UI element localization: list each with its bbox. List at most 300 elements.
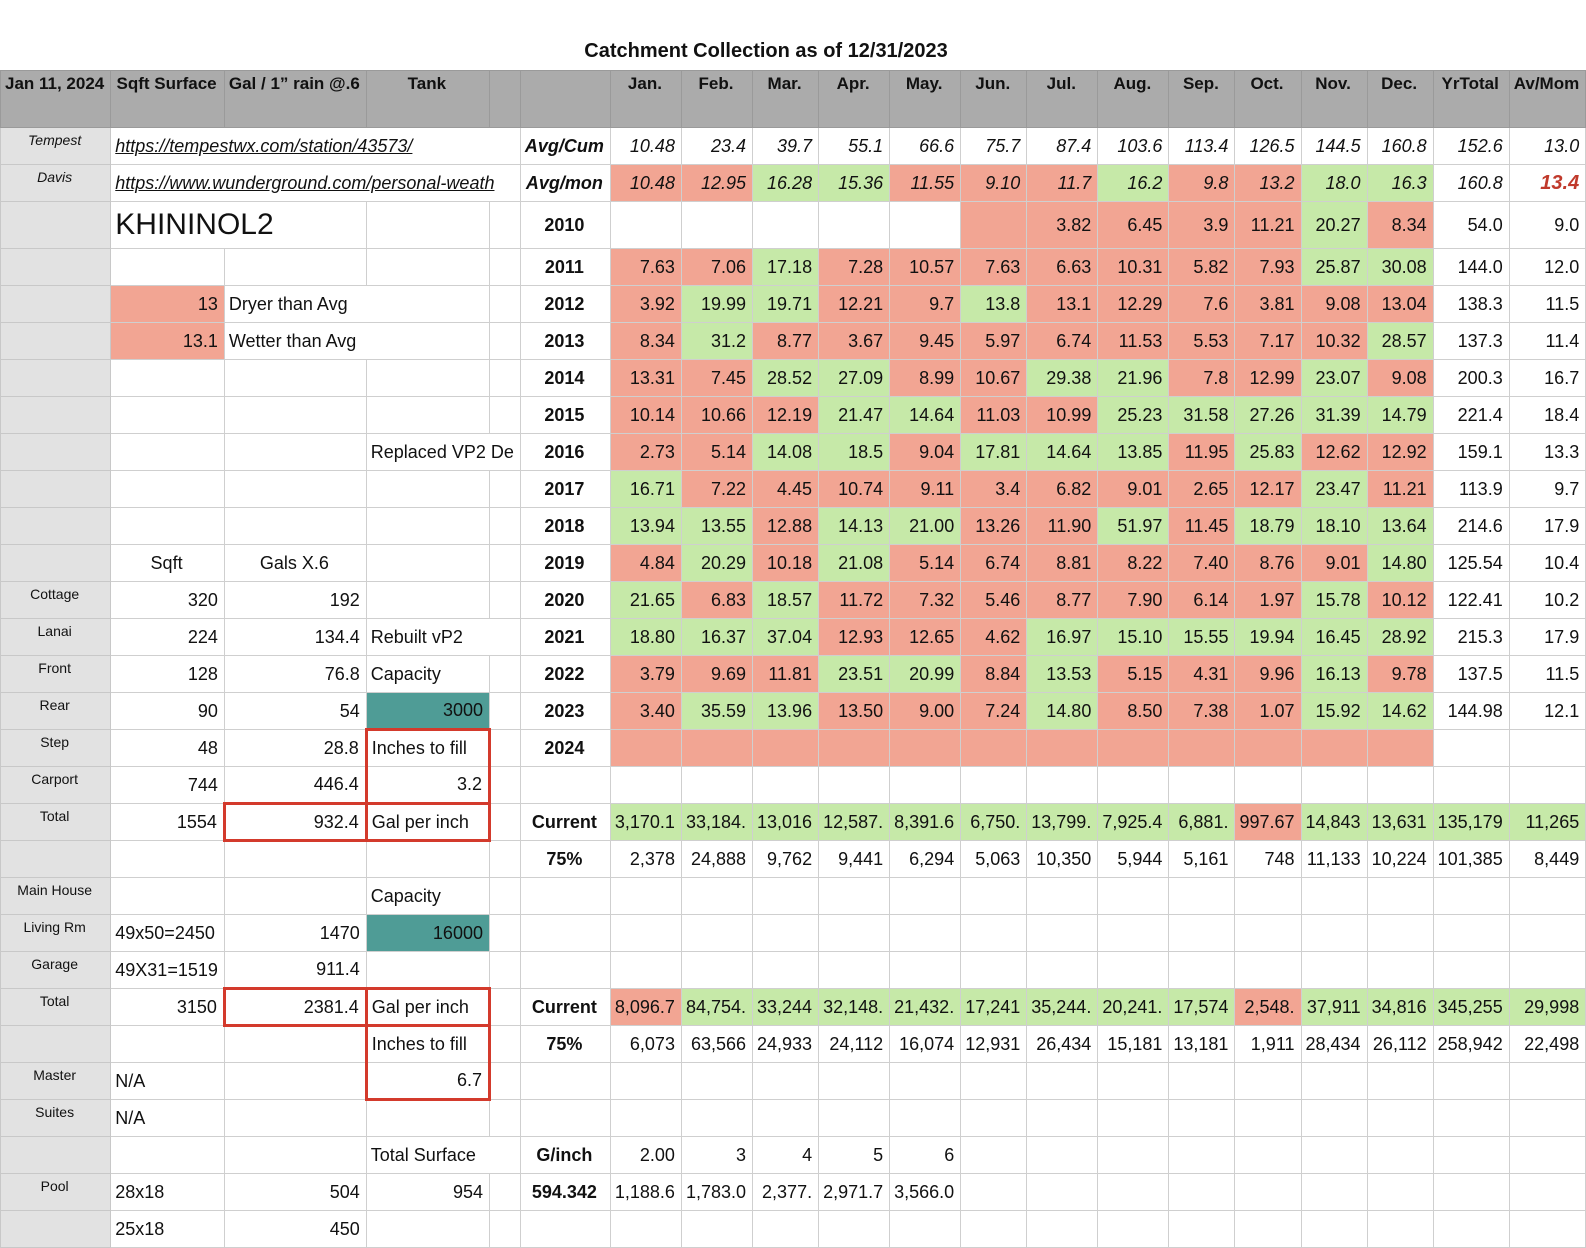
month-value: 11.53 [1098,323,1169,360]
empty-c0 [1,1137,111,1174]
empty-c0 [1,545,111,582]
year-av-mom: 10.4 [1509,545,1586,582]
header-tank: Tank [366,71,489,128]
empty-cell [961,915,1027,952]
month-value: 15,181 [1098,1026,1169,1063]
month-value: 8,096.7 [610,989,681,1026]
month-value: 7.28 [819,249,890,286]
empty-cell [489,952,520,989]
main-inches: 6.7 [366,1063,489,1100]
sheet-row [1,360,1586,397]
empty-cell [1098,767,1169,804]
p75-avg: 8,449 [1509,841,1586,878]
p75-total: 101,385 [1433,841,1509,878]
empty-c0 [1,249,111,286]
year-label: 2015 [520,397,610,434]
avg-cum-av-mom: 13.0 [1509,128,1586,165]
month-value: 14.80 [1027,693,1098,730]
month-value: 12.21 [819,286,890,323]
area-gals: 134.4 [224,619,366,656]
year-label: 2020 [520,582,610,619]
month-value: 3,170.1 [610,804,681,841]
month-value: 19.99 [681,286,752,323]
empty-cell [489,1174,520,1211]
capacity-label: Capacity [366,656,489,693]
empty-cell [111,471,225,508]
empty-cell [489,767,520,804]
davis-link[interactable]: https://www.wunderground.com/personal-weath [111,165,521,202]
empty-cell [366,249,489,286]
empty-cell [1027,1211,1098,1248]
header-av-mom: Av/Mom [1509,71,1586,128]
empty-cell [111,878,225,915]
area-name: Rear [1,693,111,730]
empty-cell [961,952,1027,989]
month-value: 23.51 [819,656,890,693]
avg-mon-av-mom: 13.4 [1509,165,1586,202]
empty-cell [1169,1137,1235,1174]
sheet-row [1,619,1586,656]
month-value: 12,587. [819,804,890,841]
month-value: 15.55 [1169,619,1235,656]
month-empty [1098,730,1169,767]
month-value: 10.67 [961,360,1027,397]
area-sqft: 90 [111,693,225,730]
empty-cell [366,360,489,397]
sheet-row [1,952,1586,989]
ginch-gallons: 1,783.0 [681,1174,752,1211]
empty-cell [819,1100,890,1137]
empty-cell [366,202,489,249]
pool-dims1: 28x18 [111,1174,225,1211]
month-value: 5.14 [681,434,752,471]
empty-cell [1169,767,1235,804]
month-value: 12.99 [1235,360,1301,397]
empty-cell [520,878,610,915]
month-value: 4.62 [961,619,1027,656]
month-value: 13.96 [753,693,819,730]
month-value: 75.7 [961,128,1027,165]
empty-cell [753,767,819,804]
month-value: 25.23 [1098,397,1169,434]
year-total: 144.98 [1433,693,1509,730]
month-value: 12.62 [1301,434,1367,471]
empty-cell [1169,1211,1235,1248]
empty-cell [681,878,752,915]
empty-cell [224,841,366,878]
year-label: 2018 [520,508,610,545]
month-value: 11.55 [890,165,961,202]
year-total: 214.6 [1433,508,1509,545]
year-total: 144.0 [1433,249,1509,286]
month-value: 7.6 [1169,286,1235,323]
empty-cell [890,1100,961,1137]
month-value: 21.00 [890,508,961,545]
month-value: 7.8 [1169,360,1235,397]
month-value: 9.78 [1367,656,1433,693]
month-value: 6,294 [890,841,961,878]
month-value: 1,911 [1235,1026,1301,1063]
empty-cell [1509,1211,1586,1248]
empty-cell [819,1211,890,1248]
empty-cell [961,1137,1027,1174]
month-value: 13.31 [610,360,681,397]
main-p75-label: 75% [520,1026,610,1063]
empty-cell [961,878,1027,915]
empty-cell [1433,1100,1509,1137]
empty-cell [489,397,520,434]
empty-cell [1433,1174,1509,1211]
empty-cell [224,508,366,545]
month-value: 4.84 [610,545,681,582]
empty-cell [1367,1063,1433,1100]
month-value: 18.5 [819,434,890,471]
year-total: 125.54 [1433,545,1509,582]
month-value: 9.69 [681,656,752,693]
main-gal-per-inch-label: Gal per inch [366,989,489,1026]
dryer-label: Dryer than Avg [224,286,489,323]
month-value: 6.74 [1027,323,1098,360]
empty-cell [489,202,520,249]
month-value: 11,133 [1301,841,1367,878]
empty-cell [890,767,961,804]
month-value: 997.67 [1235,804,1301,841]
month-value: 13.04 [1367,286,1433,323]
empty-cell [1301,1100,1367,1137]
sheet-row [1,545,1586,582]
empty-cell [890,1211,961,1248]
month-value: 28.52 [753,360,819,397]
month-value: 6.82 [1027,471,1098,508]
year-total: 138.3 [1433,286,1509,323]
month-value: 5,944 [1098,841,1169,878]
empty-cell [890,915,961,952]
year-label: 2021 [520,619,610,656]
avg-mon-yr-total: 160.8 [1433,165,1509,202]
month-value: 26,434 [1027,1026,1098,1063]
empty-cell [489,693,520,730]
month-value: 28,434 [1301,1026,1367,1063]
sheet-row [1,128,1586,165]
month-value: 6.74 [961,545,1027,582]
catchment-sheet [0,70,1586,1248]
month-value: 35,244. [1027,989,1098,1026]
month-value: 11.81 [753,656,819,693]
sheet-row [1,804,1586,841]
gal-per-inch-label: Gal per inch [366,804,489,841]
empty-cell [1169,952,1235,989]
month-value: 18.10 [1301,508,1367,545]
empty-cell [489,249,520,286]
month-value: 11.72 [819,582,890,619]
empty-cell [1027,915,1098,952]
rebuilt-note: Rebuilt vP2 [366,619,520,656]
month-value: 2.65 [1169,471,1235,508]
month-value: 3.40 [610,693,681,730]
empty-cell [489,730,520,767]
month-value: 2,378 [610,841,681,878]
pool-gals1: 504 [224,1174,366,1211]
empty-cell [489,1211,520,1248]
area-gals: 192 [224,582,366,619]
year-total: 113.9 [1433,471,1509,508]
month-value: 10.57 [890,249,961,286]
month-value: 84,754. [681,989,752,1026]
cottage-inches: 3.2 [366,767,489,804]
month-value: 10,350 [1027,841,1098,878]
year-av-mom: 17.9 [1509,619,1586,656]
empty-cell [224,1100,366,1137]
month-value: 33,244 [753,989,819,1026]
ginch-gallons: 1,188.6 [610,1174,681,1211]
cottage-total-gals: 932.4 [224,804,366,841]
month-value: 4.31 [1169,656,1235,693]
empty-cell [819,767,890,804]
year-label: 2022 [520,656,610,693]
empty-c0 [1,202,111,249]
empty-cell [1509,1063,1586,1100]
month-value: 17.81 [961,434,1027,471]
year-av-mom: 12.1 [1509,693,1586,730]
pool-gals2: 450 [224,1211,366,1248]
empty-cell [1169,878,1235,915]
header-empty [489,71,520,128]
empty-c0 [1,508,111,545]
tempest-link[interactable]: https://tempestwx.com/station/43573/ [111,128,521,165]
empty-cell [224,434,366,471]
year-total: 137.5 [1433,656,1509,693]
empty-cell [111,249,225,286]
empty-cell [961,1063,1027,1100]
month-value: 13,799. [1027,804,1098,841]
sheet-row [1,1063,1586,1100]
month-value: 160.8 [1367,128,1433,165]
month-value: 3.81 [1235,286,1301,323]
sheet-row [1,1100,1586,1137]
month-value: 14.08 [753,434,819,471]
month-value: 16.3 [1367,165,1433,202]
sheet-row [1,989,1586,1026]
main-total-sqft: 3150 [111,989,225,1026]
sheet-row [1,165,1586,202]
year-total: 54.0 [1433,202,1509,249]
month-value: 27.09 [819,360,890,397]
month-value: 23.07 [1301,360,1367,397]
month-value: 12.95 [681,165,752,202]
empty-cell [1235,1137,1301,1174]
empty-cell [111,1137,225,1174]
empty-cell [366,582,489,619]
header-month: Apr. [819,71,890,128]
area-sqft: 224 [111,619,225,656]
empty-c0 [1,434,111,471]
main-capacity: 16000 [366,915,489,952]
month-value: 11.7 [1027,165,1098,202]
garage-dims: 49X31=1519 [111,952,225,989]
empty-cell [1027,878,1098,915]
header-month: Dec. [1367,71,1433,128]
month-value: 25.83 [1235,434,1301,471]
empty-cell [366,841,489,878]
month-value: 21.96 [1098,360,1169,397]
sheet-row [1,286,1586,323]
month-value: 9.45 [890,323,961,360]
month-empty [1169,730,1235,767]
empty-cell [1367,1100,1433,1137]
empty-cell [1367,767,1433,804]
empty-cell [489,1100,520,1137]
main-p75-avg: 22,498 [1509,1026,1586,1063]
month-value: 37.04 [753,619,819,656]
empty-cell [111,434,225,471]
month-value: 39.7 [753,128,819,165]
header-month: Jul. [1027,71,1098,128]
month-empty [1027,730,1098,767]
month-value: 18.0 [1301,165,1367,202]
total-surface-label: Total Surface [366,1137,520,1174]
month-value: 13.94 [610,508,681,545]
month-value: 3.67 [819,323,890,360]
area-name: Total [1,804,111,841]
empty-cell [1433,952,1509,989]
sheet-row [1,1137,1586,1174]
empty-cell [610,952,681,989]
month-value: 9.00 [890,693,961,730]
month-value: 10.66 [681,397,752,434]
month-value: 6.83 [681,582,752,619]
surface-total: 954 [366,1174,489,1211]
month-value: 5.15 [1098,656,1169,693]
col-sqft-label: Sqft [111,545,225,582]
empty-cell [1301,1174,1367,1211]
month-empty [1235,730,1301,767]
empty-cell [224,360,366,397]
empty-cell [819,878,890,915]
month-value: 3.9 [1169,202,1235,249]
year-label: 2016 [520,434,610,471]
month-value: 9.01 [1301,545,1367,582]
empty-cell [1367,915,1433,952]
year-av-mom: 17.9 [1509,508,1586,545]
month-value: 7.17 [1235,323,1301,360]
tempest-label: Tempest [1,128,111,165]
month-value: 13,631 [1367,804,1433,841]
month-value: 31.39 [1301,397,1367,434]
month-value: 7.24 [961,693,1027,730]
empty-cell [1367,952,1433,989]
month-value: 126.5 [1235,128,1301,165]
empty-cell [489,989,520,1026]
month-value: 9.8 [1169,165,1235,202]
year-total: 221.4 [1433,397,1509,434]
header-month: Feb. [681,71,752,128]
header-gal-per-rain: Gal / 1” rain @.6 [224,71,366,128]
empty-cell [1301,767,1367,804]
living-name: Living Rm [1,915,111,952]
davis-label: Davis [1,165,111,202]
header-month: Mar. [753,71,819,128]
empty-cell [366,952,489,989]
month-value: 14.13 [819,508,890,545]
sheet-row [1,767,1586,804]
empty-cell [224,397,366,434]
area-name: Cottage [1,582,111,619]
empty-cell [1235,1100,1301,1137]
month-value: 12.19 [753,397,819,434]
empty-cell [610,767,681,804]
month-value: 28.57 [1367,323,1433,360]
area-sqft: 128 [111,656,225,693]
garage-name: Garage [1,952,111,989]
month-value: 29.38 [1027,360,1098,397]
month-value: 13.64 [1367,508,1433,545]
month-value: 26,112 [1367,1026,1433,1063]
month-value: 9,441 [819,841,890,878]
month-value: 5.46 [961,582,1027,619]
empty-cell [1509,915,1586,952]
empty-cell [1169,1174,1235,1211]
month-value: 17,241 [961,989,1027,1026]
p75-label: 75% [520,841,610,878]
area-gals: 54 [224,693,366,730]
month-value: 10.48 [610,128,681,165]
avg-mon-label: Avg/mon [520,165,610,202]
month-value: 14.64 [1027,434,1098,471]
year-av-mom: 10.2 [1509,582,1586,619]
month-value: 6.14 [1169,582,1235,619]
month-value: 15.10 [1098,619,1169,656]
empty-c0 [1,1211,111,1248]
month-value: 6,881. [1169,804,1235,841]
month-value: 21.65 [610,582,681,619]
year-label: 2024 [520,730,610,767]
month-value: 5.82 [1169,249,1235,286]
year-av-mom: 11.4 [1509,323,1586,360]
header-month: Aug. [1098,71,1169,128]
month-value: 8.34 [610,323,681,360]
month-value: 3.4 [961,471,1027,508]
month-value: 13,181 [1169,1026,1235,1063]
empty-cell [961,767,1027,804]
sheet-row [1,693,1586,730]
empty-cell [1433,878,1509,915]
month-value: 13.2 [1235,165,1301,202]
month-value: 66.6 [890,128,961,165]
wetter-value: 13.1 [111,323,225,360]
empty-cell [489,545,520,582]
header-empty [520,71,610,128]
month-value: 11.90 [1027,508,1098,545]
month-value: 10.31 [1098,249,1169,286]
month-value: 13.85 [1098,434,1169,471]
sheet-row [1,1211,1586,1248]
month-value: 13.26 [961,508,1027,545]
empty-cell [1367,878,1433,915]
empty-cell [366,1211,489,1248]
month-value: 19.94 [1235,619,1301,656]
month-value: 21.08 [819,545,890,582]
living-dims: 49x50=2450 [111,915,225,952]
month-value: 20.99 [890,656,961,693]
empty-cell [1098,878,1169,915]
month-value: 7.63 [961,249,1027,286]
month-value: 18.79 [1235,508,1301,545]
empty-cell [520,767,610,804]
empty-cell [1098,952,1169,989]
empty-cell [1235,878,1301,915]
month-value: 34,816 [1367,989,1433,1026]
col-gals-label: Gals X.6 [224,545,366,582]
